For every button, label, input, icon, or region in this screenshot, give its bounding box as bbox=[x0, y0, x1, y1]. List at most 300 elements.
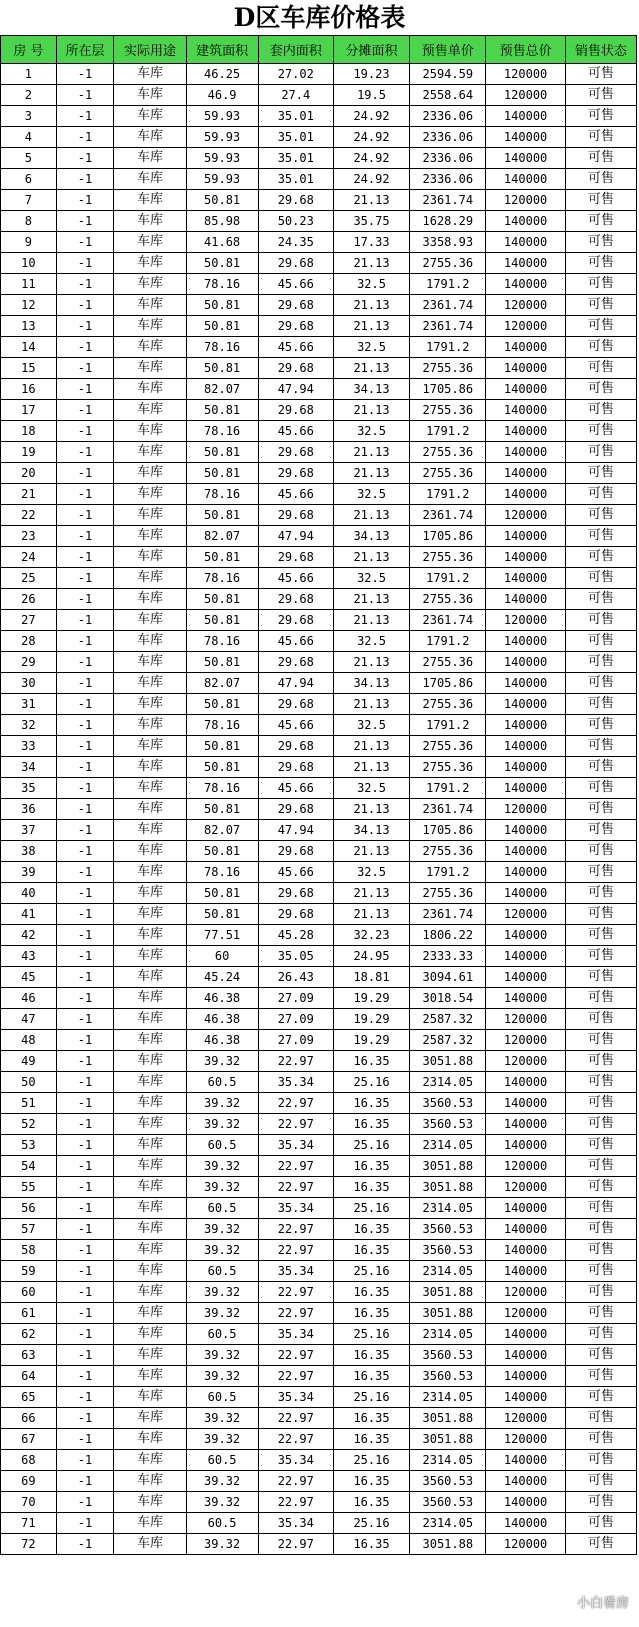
cell-sale-status: 可售 bbox=[565, 211, 636, 232]
cell-total-price: 140000 bbox=[486, 442, 565, 463]
cell-unit-price: 3560.53 bbox=[410, 1366, 486, 1387]
table-row bbox=[1, 652, 637, 673]
cell-inner-area: 26.43 bbox=[258, 967, 333, 988]
table-row bbox=[1, 1240, 637, 1261]
cell-sale-status: 可售 bbox=[565, 295, 636, 316]
cell-floor: -1 bbox=[56, 673, 114, 694]
cell-room-number: 19 bbox=[1, 442, 57, 463]
cell-usage: 车库 bbox=[114, 1114, 186, 1135]
cell-inner-area: 27.02 bbox=[258, 64, 333, 85]
cell-unit-price: 2755.36 bbox=[410, 547, 486, 568]
cell-shared-area: 25.16 bbox=[333, 1261, 409, 1282]
cell-sale-status: 可售 bbox=[565, 1093, 636, 1114]
table-row bbox=[1, 1387, 637, 1408]
cell-unit-price: 2336.06 bbox=[410, 148, 486, 169]
cell-total-price: 140000 bbox=[486, 1135, 565, 1156]
cell-inner-area: 35.05 bbox=[258, 946, 333, 967]
cell-total-price: 140000 bbox=[486, 1366, 565, 1387]
cell-total-price: 120000 bbox=[486, 1429, 565, 1450]
cell-inner-area: 29.68 bbox=[258, 589, 333, 610]
cell-total-price: 140000 bbox=[486, 484, 565, 505]
cell-shared-area: 34.13 bbox=[333, 673, 409, 694]
cell-sale-status: 可售 bbox=[565, 736, 636, 757]
cell-total-price: 140000 bbox=[486, 1450, 565, 1471]
cell-shared-area: 16.35 bbox=[333, 1156, 409, 1177]
cell-building-area: 50.81 bbox=[186, 505, 258, 526]
cell-total-price: 120000 bbox=[486, 1282, 565, 1303]
cell-building-area: 78.16 bbox=[186, 862, 258, 883]
cell-building-area: 39.32 bbox=[186, 1492, 258, 1513]
cell-building-area: 50.81 bbox=[186, 694, 258, 715]
table-row bbox=[1, 988, 637, 1009]
header-room-number: 房 号 bbox=[1, 36, 57, 64]
cell-usage: 车库 bbox=[114, 862, 186, 883]
cell-total-price: 140000 bbox=[486, 127, 565, 148]
cell-inner-area: 27.09 bbox=[258, 1009, 333, 1030]
cell-building-area: 78.16 bbox=[186, 421, 258, 442]
cell-sale-status: 可售 bbox=[565, 1072, 636, 1093]
cell-total-price: 140000 bbox=[486, 841, 565, 862]
cell-sale-status: 可售 bbox=[565, 1135, 636, 1156]
cell-building-area: 39.32 bbox=[186, 1219, 258, 1240]
cell-usage: 车库 bbox=[114, 1156, 186, 1177]
cell-sale-status: 可售 bbox=[565, 1345, 636, 1366]
cell-floor: -1 bbox=[56, 400, 114, 421]
cell-building-area: 60.5 bbox=[186, 1324, 258, 1345]
cell-unit-price: 3560.53 bbox=[410, 1093, 486, 1114]
cell-shared-area: 32.5 bbox=[333, 274, 409, 295]
cell-unit-price: 2361.74 bbox=[410, 505, 486, 526]
cell-inner-area: 35.01 bbox=[258, 127, 333, 148]
cell-unit-price: 2755.36 bbox=[410, 757, 486, 778]
cell-usage: 车库 bbox=[114, 946, 186, 967]
cell-total-price: 140000 bbox=[486, 736, 565, 757]
cell-building-area: 39.32 bbox=[186, 1177, 258, 1198]
cell-room-number: 2 bbox=[1, 85, 57, 106]
cell-usage: 车库 bbox=[114, 967, 186, 988]
cell-building-area: 60.5 bbox=[186, 1450, 258, 1471]
cell-room-number: 40 bbox=[1, 883, 57, 904]
cell-building-area: 39.32 bbox=[186, 1408, 258, 1429]
cell-floor: -1 bbox=[56, 1345, 114, 1366]
cell-sale-status: 可售 bbox=[565, 1471, 636, 1492]
cell-unit-price: 1705.86 bbox=[410, 526, 486, 547]
cell-floor: -1 bbox=[56, 568, 114, 589]
cell-total-price: 120000 bbox=[486, 1303, 565, 1324]
cell-building-area: 50.81 bbox=[186, 799, 258, 820]
cell-room-number: 65 bbox=[1, 1387, 57, 1408]
cell-shared-area: 35.75 bbox=[333, 211, 409, 232]
cell-inner-area: 27.4 bbox=[258, 85, 333, 106]
cell-unit-price: 1791.2 bbox=[410, 568, 486, 589]
cell-unit-price: 2314.05 bbox=[410, 1135, 486, 1156]
cell-inner-area: 22.97 bbox=[258, 1219, 333, 1240]
cell-shared-area: 21.13 bbox=[333, 694, 409, 715]
cell-room-number: 53 bbox=[1, 1135, 57, 1156]
cell-usage: 车库 bbox=[114, 1009, 186, 1030]
cell-room-number: 38 bbox=[1, 841, 57, 862]
cell-sale-status: 可售 bbox=[565, 253, 636, 274]
cell-room-number: 48 bbox=[1, 1030, 57, 1051]
cell-sale-status: 可售 bbox=[565, 757, 636, 778]
cell-sale-status: 可售 bbox=[565, 316, 636, 337]
cell-inner-area: 22.97 bbox=[258, 1534, 333, 1555]
cell-shared-area: 25.16 bbox=[333, 1513, 409, 1534]
cell-shared-area: 16.35 bbox=[333, 1408, 409, 1429]
cell-inner-area: 22.97 bbox=[258, 1051, 333, 1072]
cell-sale-status: 可售 bbox=[565, 148, 636, 169]
cell-floor: -1 bbox=[56, 1177, 114, 1198]
cell-sale-status: 可售 bbox=[565, 379, 636, 400]
cell-floor: -1 bbox=[56, 1030, 114, 1051]
cell-room-number: 29 bbox=[1, 652, 57, 673]
header-unit-price: 预售单价 bbox=[410, 36, 486, 64]
cell-building-area: 50.81 bbox=[186, 610, 258, 631]
cell-sale-status: 可售 bbox=[565, 1429, 636, 1450]
table-row bbox=[1, 1198, 637, 1219]
cell-building-area: 78.16 bbox=[186, 778, 258, 799]
cell-unit-price: 2755.36 bbox=[410, 694, 486, 715]
cell-total-price: 140000 bbox=[486, 1072, 565, 1093]
cell-floor: -1 bbox=[56, 1114, 114, 1135]
cell-sale-status: 可售 bbox=[565, 1450, 636, 1471]
cell-floor: -1 bbox=[56, 421, 114, 442]
cell-room-number: 35 bbox=[1, 778, 57, 799]
cell-sale-status: 可售 bbox=[565, 1156, 636, 1177]
cell-unit-price: 1628.29 bbox=[410, 211, 486, 232]
page-title: D区车库价格表 bbox=[233, 3, 406, 32]
cell-usage: 车库 bbox=[114, 925, 186, 946]
table-row bbox=[1, 106, 637, 127]
cell-shared-area: 21.13 bbox=[333, 295, 409, 316]
cell-floor: -1 bbox=[56, 1366, 114, 1387]
cell-unit-price: 1791.2 bbox=[410, 337, 486, 358]
cell-room-number: 3 bbox=[1, 106, 57, 127]
cell-floor: -1 bbox=[56, 820, 114, 841]
cell-shared-area: 21.13 bbox=[333, 883, 409, 904]
cell-total-price: 140000 bbox=[486, 778, 565, 799]
cell-building-area: 39.32 bbox=[186, 1240, 258, 1261]
cell-usage: 车库 bbox=[114, 232, 186, 253]
cell-total-price: 140000 bbox=[486, 421, 565, 442]
cell-sale-status: 可售 bbox=[565, 673, 636, 694]
cell-usage: 车库 bbox=[114, 484, 186, 505]
cell-building-area: 50.81 bbox=[186, 358, 258, 379]
cell-room-number: 61 bbox=[1, 1303, 57, 1324]
table-row bbox=[1, 253, 637, 274]
cell-total-price: 140000 bbox=[486, 715, 565, 736]
cell-total-price: 140000 bbox=[486, 1261, 565, 1282]
table-row bbox=[1, 232, 637, 253]
cell-sale-status: 可售 bbox=[565, 799, 636, 820]
cell-floor: -1 bbox=[56, 694, 114, 715]
cell-usage: 车库 bbox=[114, 589, 186, 610]
cell-unit-price: 2755.36 bbox=[410, 652, 486, 673]
cell-room-number: 13 bbox=[1, 316, 57, 337]
cell-room-number: 42 bbox=[1, 925, 57, 946]
cell-floor: -1 bbox=[56, 526, 114, 547]
table-row bbox=[1, 1345, 637, 1366]
cell-floor: -1 bbox=[56, 1261, 114, 1282]
cell-unit-price: 2755.36 bbox=[410, 442, 486, 463]
cell-floor: -1 bbox=[56, 1534, 114, 1555]
cell-shared-area: 21.13 bbox=[333, 904, 409, 925]
cell-inner-area: 45.66 bbox=[258, 778, 333, 799]
header-usage: 实际用途 bbox=[114, 36, 186, 64]
cell-unit-price: 1705.86 bbox=[410, 820, 486, 841]
cell-inner-area: 45.66 bbox=[258, 568, 333, 589]
cell-usage: 车库 bbox=[114, 799, 186, 820]
cell-building-area: 50.81 bbox=[186, 736, 258, 757]
cell-inner-area: 22.97 bbox=[258, 1408, 333, 1429]
cell-inner-area: 22.97 bbox=[258, 1471, 333, 1492]
cell-unit-price: 1791.2 bbox=[410, 421, 486, 442]
cell-unit-price: 1791.2 bbox=[410, 631, 486, 652]
cell-total-price: 120000 bbox=[486, 799, 565, 820]
table-row bbox=[1, 925, 637, 946]
table-row bbox=[1, 1303, 637, 1324]
cell-inner-area: 35.34 bbox=[258, 1135, 333, 1156]
cell-floor: -1 bbox=[56, 148, 114, 169]
cell-shared-area: 21.13 bbox=[333, 652, 409, 673]
cell-sale-status: 可售 bbox=[565, 1177, 636, 1198]
cell-sale-status: 可售 bbox=[565, 169, 636, 190]
cell-total-price: 120000 bbox=[486, 1009, 565, 1030]
cell-usage: 车库 bbox=[114, 1051, 186, 1072]
cell-total-price: 140000 bbox=[486, 148, 565, 169]
cell-sale-status: 可售 bbox=[565, 1240, 636, 1261]
cell-building-area: 50.81 bbox=[186, 883, 258, 904]
cell-building-area: 78.16 bbox=[186, 484, 258, 505]
cell-usage: 车库 bbox=[114, 1303, 186, 1324]
cell-unit-price: 2361.74 bbox=[410, 190, 486, 211]
cell-sale-status: 可售 bbox=[565, 127, 636, 148]
cell-room-number: 54 bbox=[1, 1156, 57, 1177]
cell-usage: 车库 bbox=[114, 1135, 186, 1156]
cell-inner-area: 29.68 bbox=[258, 904, 333, 925]
cell-total-price: 120000 bbox=[486, 295, 565, 316]
table-row bbox=[1, 1324, 637, 1345]
cell-floor: -1 bbox=[56, 442, 114, 463]
cell-room-number: 26 bbox=[1, 589, 57, 610]
cell-floor: -1 bbox=[56, 232, 114, 253]
cell-inner-area: 22.97 bbox=[258, 1492, 333, 1513]
table-row bbox=[1, 85, 637, 106]
cell-shared-area: 24.92 bbox=[333, 169, 409, 190]
cell-room-number: 47 bbox=[1, 1009, 57, 1030]
cell-room-number: 21 bbox=[1, 484, 57, 505]
cell-shared-area: 32.5 bbox=[333, 421, 409, 442]
cell-building-area: 50.81 bbox=[186, 400, 258, 421]
cell-unit-price: 2755.36 bbox=[410, 358, 486, 379]
cell-floor: -1 bbox=[56, 589, 114, 610]
cell-total-price: 140000 bbox=[486, 946, 565, 967]
cell-building-area: 82.07 bbox=[186, 820, 258, 841]
cell-total-price: 140000 bbox=[486, 883, 565, 904]
cell-room-number: 17 bbox=[1, 400, 57, 421]
cell-inner-area: 29.68 bbox=[258, 610, 333, 631]
cell-unit-price: 3051.88 bbox=[410, 1177, 486, 1198]
cell-inner-area: 29.68 bbox=[258, 694, 333, 715]
cell-usage: 车库 bbox=[114, 1324, 186, 1345]
cell-shared-area: 19.23 bbox=[333, 64, 409, 85]
table-row bbox=[1, 379, 637, 400]
cell-building-area: 50.81 bbox=[186, 463, 258, 484]
cell-room-number: 22 bbox=[1, 505, 57, 526]
cell-room-number: 55 bbox=[1, 1177, 57, 1198]
cell-shared-area: 32.5 bbox=[333, 862, 409, 883]
cell-sale-status: 可售 bbox=[565, 64, 636, 85]
cell-shared-area: 19.29 bbox=[333, 988, 409, 1009]
cell-room-number: 33 bbox=[1, 736, 57, 757]
cell-building-area: 60.5 bbox=[186, 1387, 258, 1408]
cell-floor: -1 bbox=[56, 757, 114, 778]
cell-shared-area: 21.13 bbox=[333, 505, 409, 526]
cell-unit-price: 1791.2 bbox=[410, 862, 486, 883]
cell-sale-status: 可售 bbox=[565, 925, 636, 946]
cell-floor: -1 bbox=[56, 925, 114, 946]
cell-total-price: 140000 bbox=[486, 232, 565, 253]
cell-building-area: 39.32 bbox=[186, 1345, 258, 1366]
cell-sale-status: 可售 bbox=[565, 484, 636, 505]
cell-room-number: 23 bbox=[1, 526, 57, 547]
table-row bbox=[1, 904, 637, 925]
cell-room-number: 72 bbox=[1, 1534, 57, 1555]
cell-unit-price: 1806.22 bbox=[410, 925, 486, 946]
cell-unit-price: 2314.05 bbox=[410, 1450, 486, 1471]
cell-sale-status: 可售 bbox=[565, 904, 636, 925]
cell-inner-area: 29.68 bbox=[258, 883, 333, 904]
table-row bbox=[1, 568, 637, 589]
cell-unit-price: 1791.2 bbox=[410, 715, 486, 736]
cell-building-area: 50.81 bbox=[186, 547, 258, 568]
cell-building-area: 60.5 bbox=[186, 1513, 258, 1534]
cell-shared-area: 16.35 bbox=[333, 1534, 409, 1555]
cell-unit-price: 2314.05 bbox=[410, 1198, 486, 1219]
cell-sale-status: 可售 bbox=[565, 610, 636, 631]
cell-floor: -1 bbox=[56, 1240, 114, 1261]
cell-usage: 车库 bbox=[114, 610, 186, 631]
cell-room-number: 68 bbox=[1, 1450, 57, 1471]
cell-usage: 车库 bbox=[114, 1387, 186, 1408]
cell-sale-status: 可售 bbox=[565, 463, 636, 484]
cell-total-price: 120000 bbox=[486, 1156, 565, 1177]
cell-room-number: 18 bbox=[1, 421, 57, 442]
cell-unit-price: 2336.06 bbox=[410, 169, 486, 190]
cell-usage: 车库 bbox=[114, 148, 186, 169]
cell-building-area: 46.25 bbox=[186, 64, 258, 85]
cell-total-price: 120000 bbox=[486, 64, 565, 85]
cell-inner-area: 47.94 bbox=[258, 820, 333, 841]
cell-shared-area: 16.35 bbox=[333, 1219, 409, 1240]
cell-usage: 车库 bbox=[114, 253, 186, 274]
cell-sale-status: 可售 bbox=[565, 358, 636, 379]
cell-usage: 车库 bbox=[114, 526, 186, 547]
cell-shared-area: 24.95 bbox=[333, 946, 409, 967]
cell-room-number: 45 bbox=[1, 967, 57, 988]
cell-total-price: 140000 bbox=[486, 1471, 565, 1492]
cell-floor: -1 bbox=[56, 190, 114, 211]
cell-shared-area: 16.35 bbox=[333, 1051, 409, 1072]
cell-usage: 车库 bbox=[114, 1345, 186, 1366]
cell-floor: -1 bbox=[56, 883, 114, 904]
cell-total-price: 120000 bbox=[486, 85, 565, 106]
cell-usage: 车库 bbox=[114, 1219, 186, 1240]
cell-inner-area: 27.09 bbox=[258, 988, 333, 1009]
cell-total-price: 140000 bbox=[486, 1345, 565, 1366]
cell-floor: -1 bbox=[56, 1408, 114, 1429]
cell-shared-area: 21.13 bbox=[333, 463, 409, 484]
cell-usage: 车库 bbox=[114, 505, 186, 526]
cell-inner-area: 22.97 bbox=[258, 1282, 333, 1303]
cell-floor: -1 bbox=[56, 1051, 114, 1072]
cell-unit-price: 1705.86 bbox=[410, 673, 486, 694]
cell-shared-area: 25.16 bbox=[333, 1072, 409, 1093]
cell-sale-status: 可售 bbox=[565, 232, 636, 253]
cell-unit-price: 3358.93 bbox=[410, 232, 486, 253]
table-row bbox=[1, 589, 637, 610]
cell-sale-status: 可售 bbox=[565, 631, 636, 652]
cell-inner-area: 29.68 bbox=[258, 400, 333, 421]
cell-usage: 车库 bbox=[114, 1072, 186, 1093]
cell-building-area: 39.32 bbox=[186, 1534, 258, 1555]
cell-sale-status: 可售 bbox=[565, 967, 636, 988]
cell-usage: 车库 bbox=[114, 1198, 186, 1219]
header-building-area: 建筑面积 bbox=[186, 36, 258, 64]
table-row bbox=[1, 883, 637, 904]
cell-inner-area: 29.68 bbox=[258, 757, 333, 778]
cell-unit-price: 2336.06 bbox=[410, 127, 486, 148]
cell-total-price: 140000 bbox=[486, 337, 565, 358]
cell-inner-area: 45.66 bbox=[258, 421, 333, 442]
cell-total-price: 140000 bbox=[486, 358, 565, 379]
cell-floor: -1 bbox=[56, 1009, 114, 1030]
cell-unit-price: 2755.36 bbox=[410, 463, 486, 484]
cell-total-price: 140000 bbox=[486, 1492, 565, 1513]
table-row bbox=[1, 274, 637, 295]
table-row bbox=[1, 1408, 637, 1429]
cell-floor: -1 bbox=[56, 1072, 114, 1093]
cell-shared-area: 21.13 bbox=[333, 757, 409, 778]
cell-usage: 车库 bbox=[114, 631, 186, 652]
cell-usage: 车库 bbox=[114, 1030, 186, 1051]
cell-usage: 车库 bbox=[114, 1534, 186, 1555]
cell-unit-price: 2314.05 bbox=[410, 1513, 486, 1534]
cell-unit-price: 3560.53 bbox=[410, 1114, 486, 1135]
cell-unit-price: 3051.88 bbox=[410, 1408, 486, 1429]
cell-shared-area: 21.13 bbox=[333, 589, 409, 610]
table-row bbox=[1, 190, 637, 211]
cell-floor: -1 bbox=[56, 1429, 114, 1450]
cell-building-area: 50.81 bbox=[186, 841, 258, 862]
cell-shared-area: 34.13 bbox=[333, 526, 409, 547]
cell-total-price: 140000 bbox=[486, 526, 565, 547]
cell-shared-area: 21.13 bbox=[333, 358, 409, 379]
cell-usage: 车库 bbox=[114, 1177, 186, 1198]
table-row bbox=[1, 169, 637, 190]
cell-building-area: 60.5 bbox=[186, 1135, 258, 1156]
cell-room-number: 63 bbox=[1, 1345, 57, 1366]
cell-floor: -1 bbox=[56, 1282, 114, 1303]
cell-room-number: 25 bbox=[1, 568, 57, 589]
watermark-text: 小白看房 bbox=[576, 1596, 629, 1611]
cell-inner-area: 35.01 bbox=[258, 169, 333, 190]
cell-room-number: 67 bbox=[1, 1429, 57, 1450]
cell-shared-area: 25.16 bbox=[333, 1324, 409, 1345]
cell-building-area: 60.5 bbox=[186, 1198, 258, 1219]
cell-total-price: 140000 bbox=[486, 673, 565, 694]
cell-total-price: 120000 bbox=[486, 316, 565, 337]
